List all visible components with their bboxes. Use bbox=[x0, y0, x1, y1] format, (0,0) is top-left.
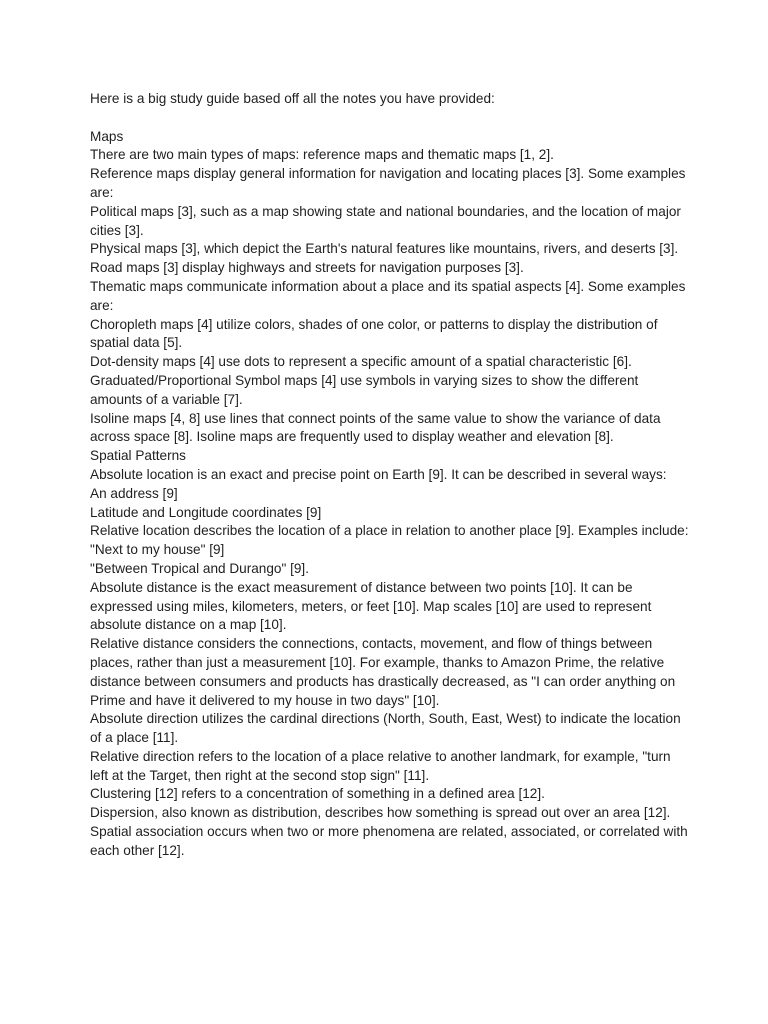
paragraph: "Between Tropical and Durango" [9]. bbox=[90, 560, 309, 576]
paragraph: Absolute direction utilizes the cardinal directions (North, South, East, West) to indicate the location of a place [11]. bbox=[90, 711, 681, 746]
paragraph: Relative direction refers to the location of a place relative to another landmark, for example, "turn left at the Target, then right at the second stop sign" [11]. bbox=[90, 748, 671, 783]
paragraph: Relative location describes the location of a place in relation to another place [9]. Examples include: bbox=[90, 523, 689, 539]
paragraph: Absolute location is an exact and precise point on Earth [9]. It can be described in several ways: bbox=[90, 466, 667, 482]
paragraph: Thematic maps communicate information about a place and its spatial aspects [4]. Some examples are: bbox=[90, 278, 686, 313]
paragraph: There are two main types of maps: reference maps and thematic maps [1, 2]. bbox=[90, 147, 554, 163]
paragraph: Graduated/Proportional Symbol maps [4] use symbols in varying sizes to show the different amounts of a variable [7]. bbox=[90, 372, 639, 407]
paragraph: Isoline maps [4, 8] use lines that connect points of the same value to show the variance of data across space [8]. Isoline maps are frequently used to display weather and elevation [8]. bbox=[90, 410, 661, 445]
paragraph: Spatial association occurs when two or more phenomena are related, associated, or correlated with each other [12]. bbox=[90, 824, 688, 858]
paragraph: Physical maps [3], which depict the Earth's natural features like mountains, rivers, and deserts [3]. bbox=[90, 241, 679, 257]
paragraph: Road maps [3] display highways and streets for navigation purposes [3]. bbox=[90, 260, 524, 276]
paragraph: Reference maps display general information for navigation and locating places [3]. Some examples are: bbox=[90, 166, 686, 200]
heading-maps: Maps bbox=[90, 128, 124, 144]
paragraph: Dot-density maps [4] use dots to represent a specific amount of a spatial characteristic [6]. bbox=[90, 354, 632, 370]
paragraph: "Next to my house" [9] bbox=[90, 542, 225, 558]
paragraph: Dispersion, also known as distribution, describes how something is spread out over an area [12]. bbox=[90, 805, 671, 821]
paragraph: Relative distance considers the connections, contacts, movement, and flow of things between places, rather than just a measurement [10]. For example, thanks to Amazon Prime, the relative distance between consumers and products has drastically decreased, as "I can order anything on Prime and have it delivered to my house in two days" [10]. bbox=[90, 636, 676, 708]
intro-line: Here is a big study guide based off all the notes you have provided: bbox=[90, 91, 495, 106]
paragraph: An address [9] bbox=[90, 485, 178, 501]
paragraph: Political maps [3], such as a map showing state and national boundaries, and the location of major cities [3]. bbox=[90, 203, 681, 238]
paragraph: Latitude and Longitude coordinates [9] bbox=[90, 504, 322, 520]
paragraph: Absolute distance is the exact measurement of distance between two points [10]. It can be expressed using miles, kilometers, meters, or feet [10]. Map scales [10] are used to represent absolute distance on a map [10]. bbox=[90, 579, 652, 633]
paragraph: Choropleth maps [4] utilize colors, shades of one color, or patterns to display the distribution of spatial data [5]. bbox=[90, 316, 658, 351]
paragraph: Clustering [12] refers to a concentration of something in a defined area [12]. bbox=[90, 786, 545, 802]
heading-spatial-patterns: Spatial Patterns bbox=[90, 448, 186, 464]
study-guide-document bbox=[90, 90, 690, 861]
